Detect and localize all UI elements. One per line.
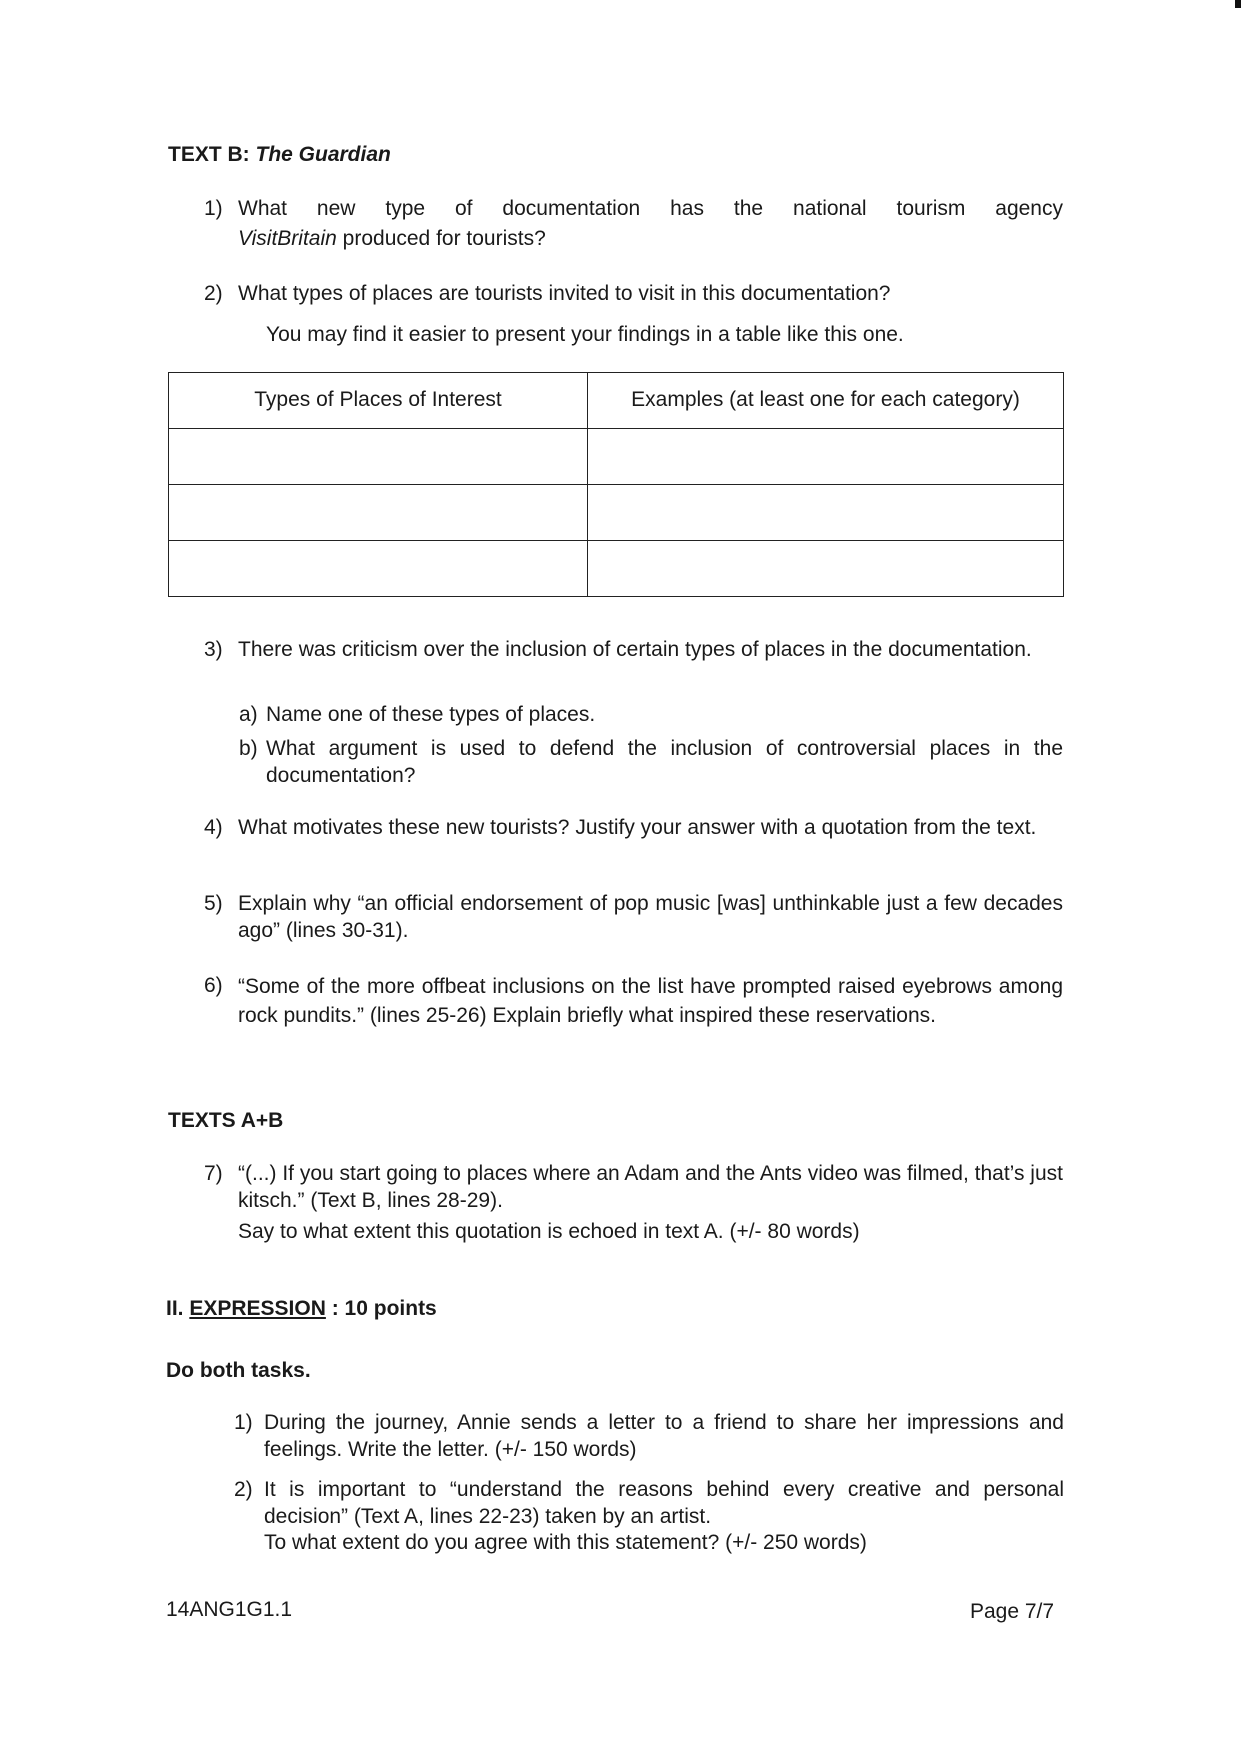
question-2 [204, 281, 1063, 308]
visitbritain-brand: VisitBritain [238, 226, 337, 250]
table-cell[interactable] [588, 429, 1064, 485]
expression-task-2 [234, 1477, 1064, 1557]
question-1-line1: What new type of documentation has the national tourism agency [238, 197, 1063, 220]
footer-code: 14ANG1G1.1 [166, 1598, 293, 1621]
question-3b [239, 736, 1063, 789]
question-6-number: 6) [204, 974, 223, 997]
table-row [169, 541, 1064, 597]
question-3a [239, 702, 1063, 729]
expression-task-2-text: It is important to “understand the reasons behind every creative and personal decision” (Text A, lines 22-23) taken by an artist. [264, 1478, 1064, 1528]
question-4 [204, 815, 1063, 842]
question-7-text: “(...) If you start going to places where an Adam and the Ants video was filmed, that’s just kitsch.” (Text B, lines 28-29). [238, 1162, 1063, 1212]
expression-task-1 [234, 1410, 1064, 1463]
question-5-number: 5) [204, 892, 223, 915]
footer-page-number: Page 7/7 [970, 1600, 1055, 1623]
question-1-number: 1) [204, 197, 223, 220]
scan-corner-mark [1235, 0, 1241, 8]
expression-task-2-number: 2) [234, 1478, 253, 1501]
expression-task-2-question: To what extent do you agree with this statement? (+/- 250 words) [264, 1531, 867, 1555]
question-4-text: What motivates these new tourists? Justify your answer with a quotation from the text. [238, 816, 1037, 839]
question-3b-text: What argument is used to defend the inclusion of controversial places in the documentation? [266, 737, 1063, 787]
table-header-types: Types of Places of Interest [169, 373, 588, 429]
expression-task-1-number: 1) [234, 1411, 253, 1434]
question-3-text: There was criticism over the inclusion of certain types of places in the documentation. [238, 638, 1032, 661]
expression-heading [166, 1296, 437, 1323]
question-3a-number: a) [239, 703, 258, 726]
section-ab-heading: TEXTS A+B [168, 1109, 284, 1132]
question-7-number: 7) [204, 1162, 223, 1185]
question-2-number: 2) [204, 282, 223, 305]
table-cell[interactable] [169, 485, 588, 541]
table-cell[interactable] [169, 429, 588, 485]
question-1-line2-rest: produced for tourists? [336, 226, 546, 250]
expression-title: EXPRESSION [189, 1297, 326, 1320]
question-5-text: Explain why “an official endorsement of pop music [was] unthinkable just a few decades ago” (lines 30-31). [238, 892, 1063, 942]
places-table [168, 372, 1064, 597]
table-row [169, 429, 1064, 485]
question-6-text: “Some of the more offbeat inclusions on the list have prompted raised eyebrows among rock pundits.” (lines 25-26) Explain briefly what inspired these reservations. [238, 975, 1063, 1027]
question-3-number: 3) [204, 638, 223, 661]
question-7 [204, 1161, 1063, 1246]
table-header-row [169, 373, 1064, 429]
question-1 [204, 196, 1063, 252]
table-cell[interactable] [169, 541, 588, 597]
table-row [169, 485, 1064, 541]
section-b-heading [168, 142, 391, 169]
question-3 [204, 637, 1063, 664]
question-3b-number: b) [239, 737, 258, 760]
section-b-source: The Guardian [255, 143, 391, 166]
table-cell[interactable] [588, 541, 1064, 597]
expression-instruction: Do both tasks. [166, 1359, 311, 1382]
question-4-number: 4) [204, 816, 223, 839]
question-5 [204, 891, 1063, 944]
question-7-instruction: Say to what extent this quotation is echoed in text A. (+/- 80 words) [238, 1220, 860, 1244]
question-2-note: You may find it easier to present your findings in a table like this one. [266, 323, 904, 346]
question-3a-text: Name one of these types of places. [266, 703, 596, 726]
expression-task-1-text: During the journey, Annie sends a letter to a friend to share her impressions and feelings. Write the letter. (+/- 150 words) [264, 1411, 1064, 1461]
expression-suffix: : 10 points [325, 1297, 437, 1320]
table-header-examples: Examples (at least one for each category) [588, 373, 1064, 429]
table-cell[interactable] [588, 485, 1064, 541]
expression-prefix: II. [166, 1297, 190, 1320]
question-6 [204, 973, 1063, 1030]
question-2-text: What types of places are tourists invited to visit in this documentation? [238, 282, 891, 305]
question-1-line2 [238, 226, 1063, 253]
section-b-heading-prefix: TEXT B: [168, 143, 256, 166]
